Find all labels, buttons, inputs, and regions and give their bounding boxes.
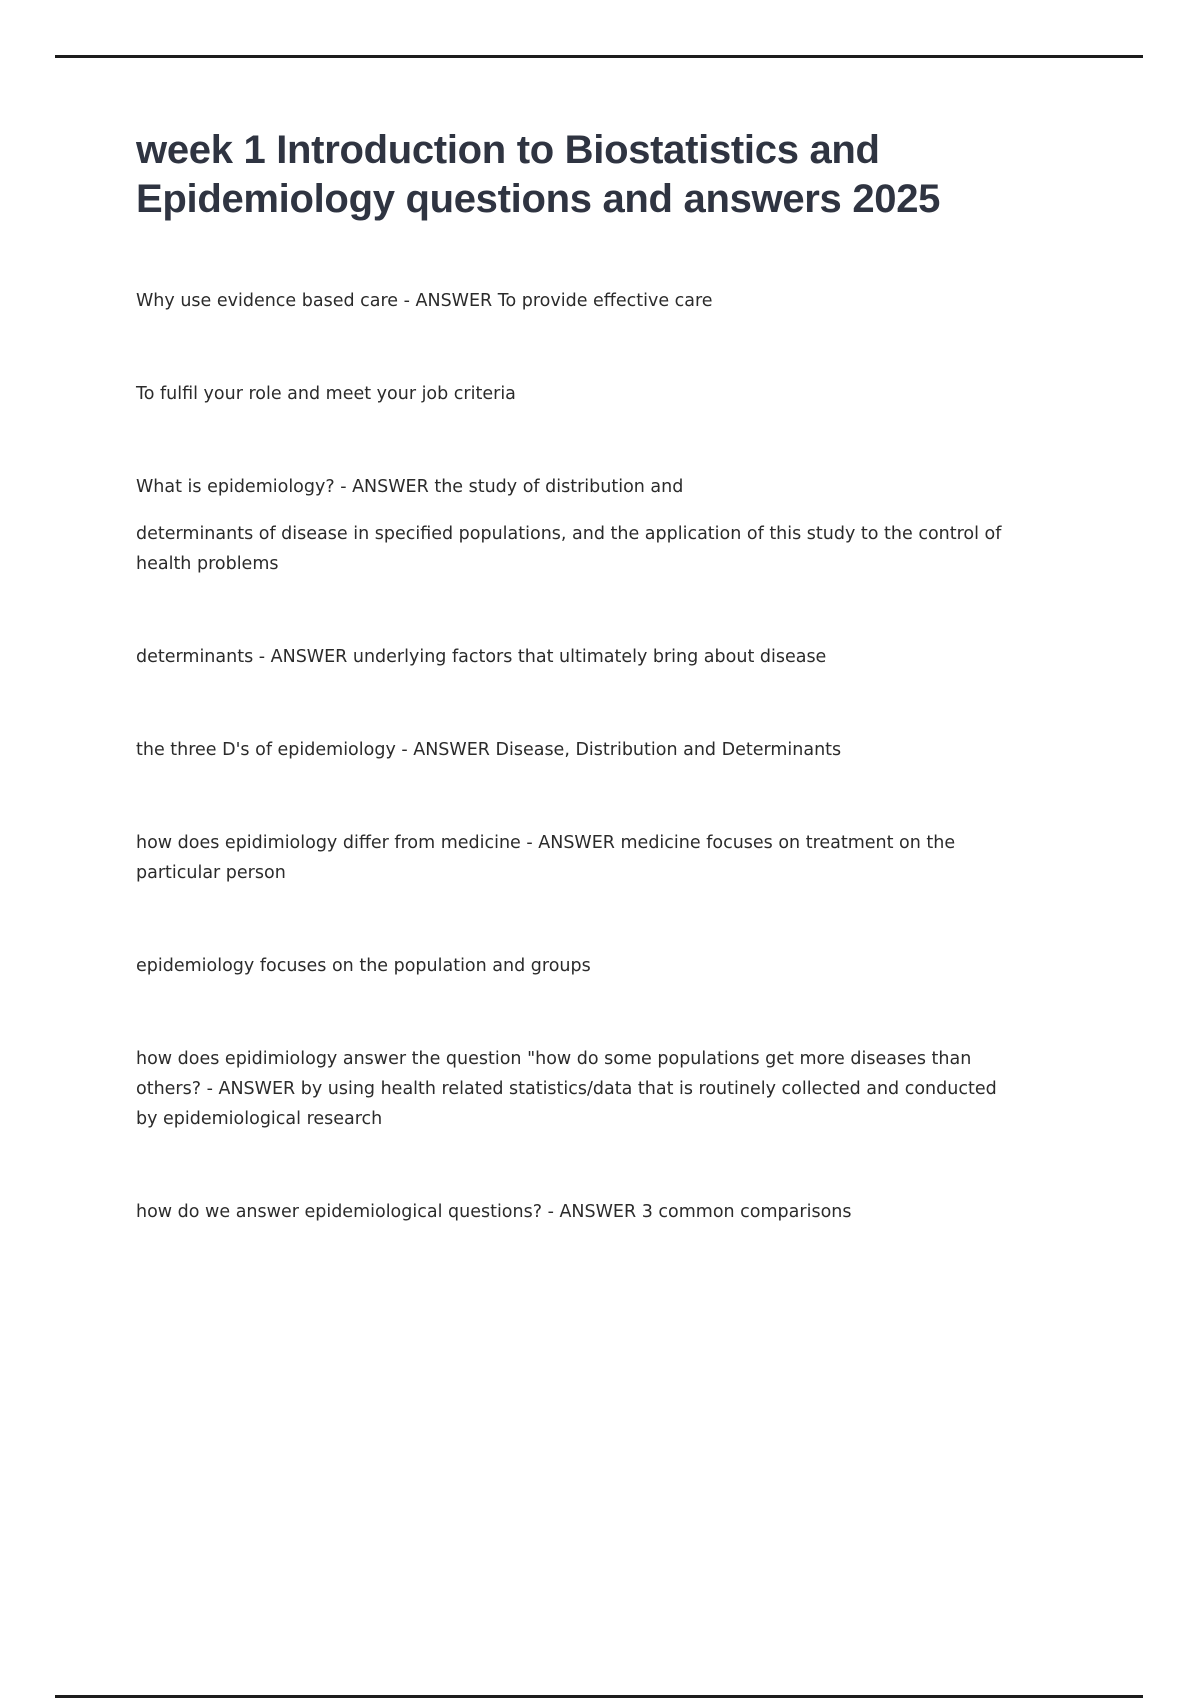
qa-paragraph-0: Why use evidence based care - ANSWER To provide effective care xyxy=(136,291,713,311)
qa-paragraph-7: epidemiology focuses on the population and groups xyxy=(136,956,591,976)
qa-paragraph-9: how do we answer epidemiological questions? - ANSWER 3 common comparisons xyxy=(136,1202,852,1222)
qa-paragraph-6: how does epidimiology differ from medicine - ANSWER medicine focuses on treatment on the particular person xyxy=(136,833,956,883)
qa-paragraph-1: To fulfil your role and meet your job criteria xyxy=(136,384,516,404)
qa-paragraph-2: What is epidemiology? - ANSWER the study of distribution and xyxy=(136,477,684,497)
qa-paragraph-5: the three D's of epidemiology - ANSWER Disease, Distribution and Determinants xyxy=(136,740,842,760)
qa-paragraph-4: determinants - ANSWER underlying factors that ultimately bring about disease xyxy=(136,647,827,667)
page-top-divider xyxy=(55,55,1143,58)
qa-list xyxy=(136,286,1018,1227)
page-title: week 1 Introduction to Biostatistics and Epidemiology questions and answers 2025 xyxy=(136,128,941,221)
qa-paragraph-3: determinants of disease in specified populations, and the application of this study to the control of health problems xyxy=(136,524,1002,574)
document-content xyxy=(136,126,1018,1227)
qa-paragraph-8: how does epidimiology answer the question "how do some populations get more diseases than others? - ANSWER by using health related statistics/data that is routinely collected and conducted by epidemiological research xyxy=(136,1049,997,1129)
page-bottom-divider xyxy=(55,1695,1143,1698)
